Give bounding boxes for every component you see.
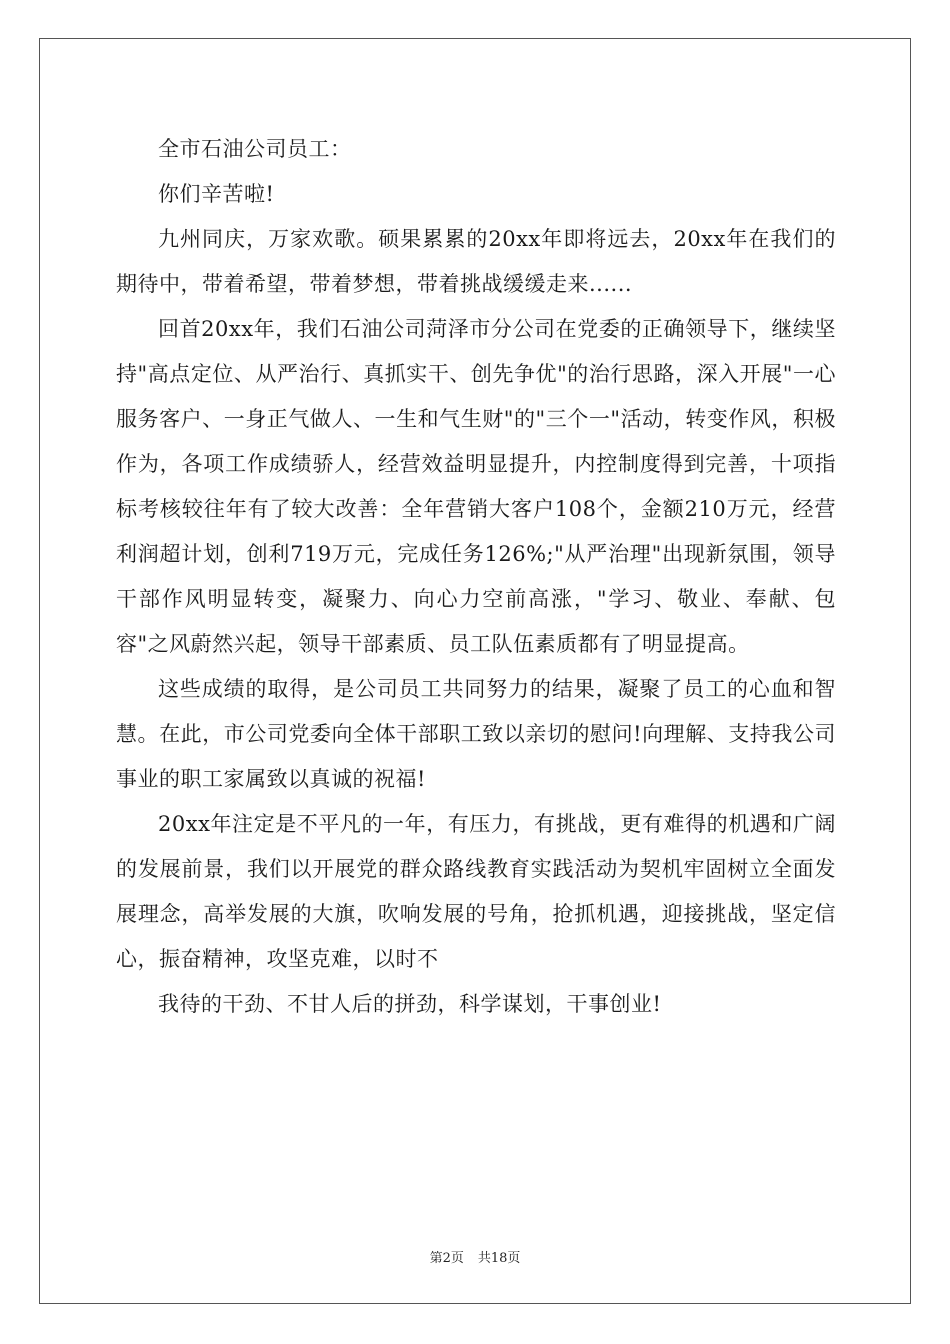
page-footer — [0, 1247, 950, 1266]
paragraph-thanks: 这些成绩的取得，是公司员工共同努力的结果，凝聚了员工的心血和智慧。在此，市公司党委向全体干部职工致以亲切的慰问!向理解、支持我公司事业的职工家属致以真诚的祝福! — [116, 677, 836, 791]
page-number: 第2页 — [429, 1251, 464, 1266]
document-body — [116, 127, 836, 1027]
paragraph-closing: 我待的干劲、不甘人后的拼劲，科学谋划，干事创业! — [158, 992, 662, 1016]
paragraph-intro: 九州同庆，万家欢歌。硕果累累的20xx年即将远去，20xx年在我们的期待中，带着希望，带着梦想，带着挑战缓缓走来...... — [116, 227, 836, 296]
paragraph-outlook: 20xx年注定是不平凡的一年，有压力，有挑战，更有难得的机遇和广阔的发展前景，我们以开展党的群众路线教育实践活动为契机牢固树立全面发展理念，高举发展的大旗，吹响发展的号角，抢抓机遇，迎接挑战，坚定信心，振奋精神，攻坚克难，以时不 — [116, 812, 836, 971]
salutation: 全市石油公司员工： — [158, 137, 352, 161]
paragraph-review: 回首20xx年，我们石油公司菏泽市分公司在党委的正确领导下，继续坚持"高点定位、从严治行、真抓实干、创先争优"的治行思路，深入开展"一心服务客户、一身正气做人、一生和气生财"的"三个一"活动，转变作风，积极作为，各项工作成绩骄人，经营效益明显提升，内控制度得到完善，十项指标考核较往年有了较大改善：全年营销大客户108个，金额210万元，经营利润超计划，创利719万元，完成任务126%;"从严治理"出现新氛围，领导干部作风明显转变，凝聚力、向心力空前高涨，"学习、敬业、奉献、包容"之风蔚然兴起，领导干部素质、员工队伍素质都有了明显提高。 — [116, 317, 836, 656]
page-total: 共18页 — [477, 1251, 521, 1266]
greeting: 你们辛苦啦! — [158, 182, 275, 206]
